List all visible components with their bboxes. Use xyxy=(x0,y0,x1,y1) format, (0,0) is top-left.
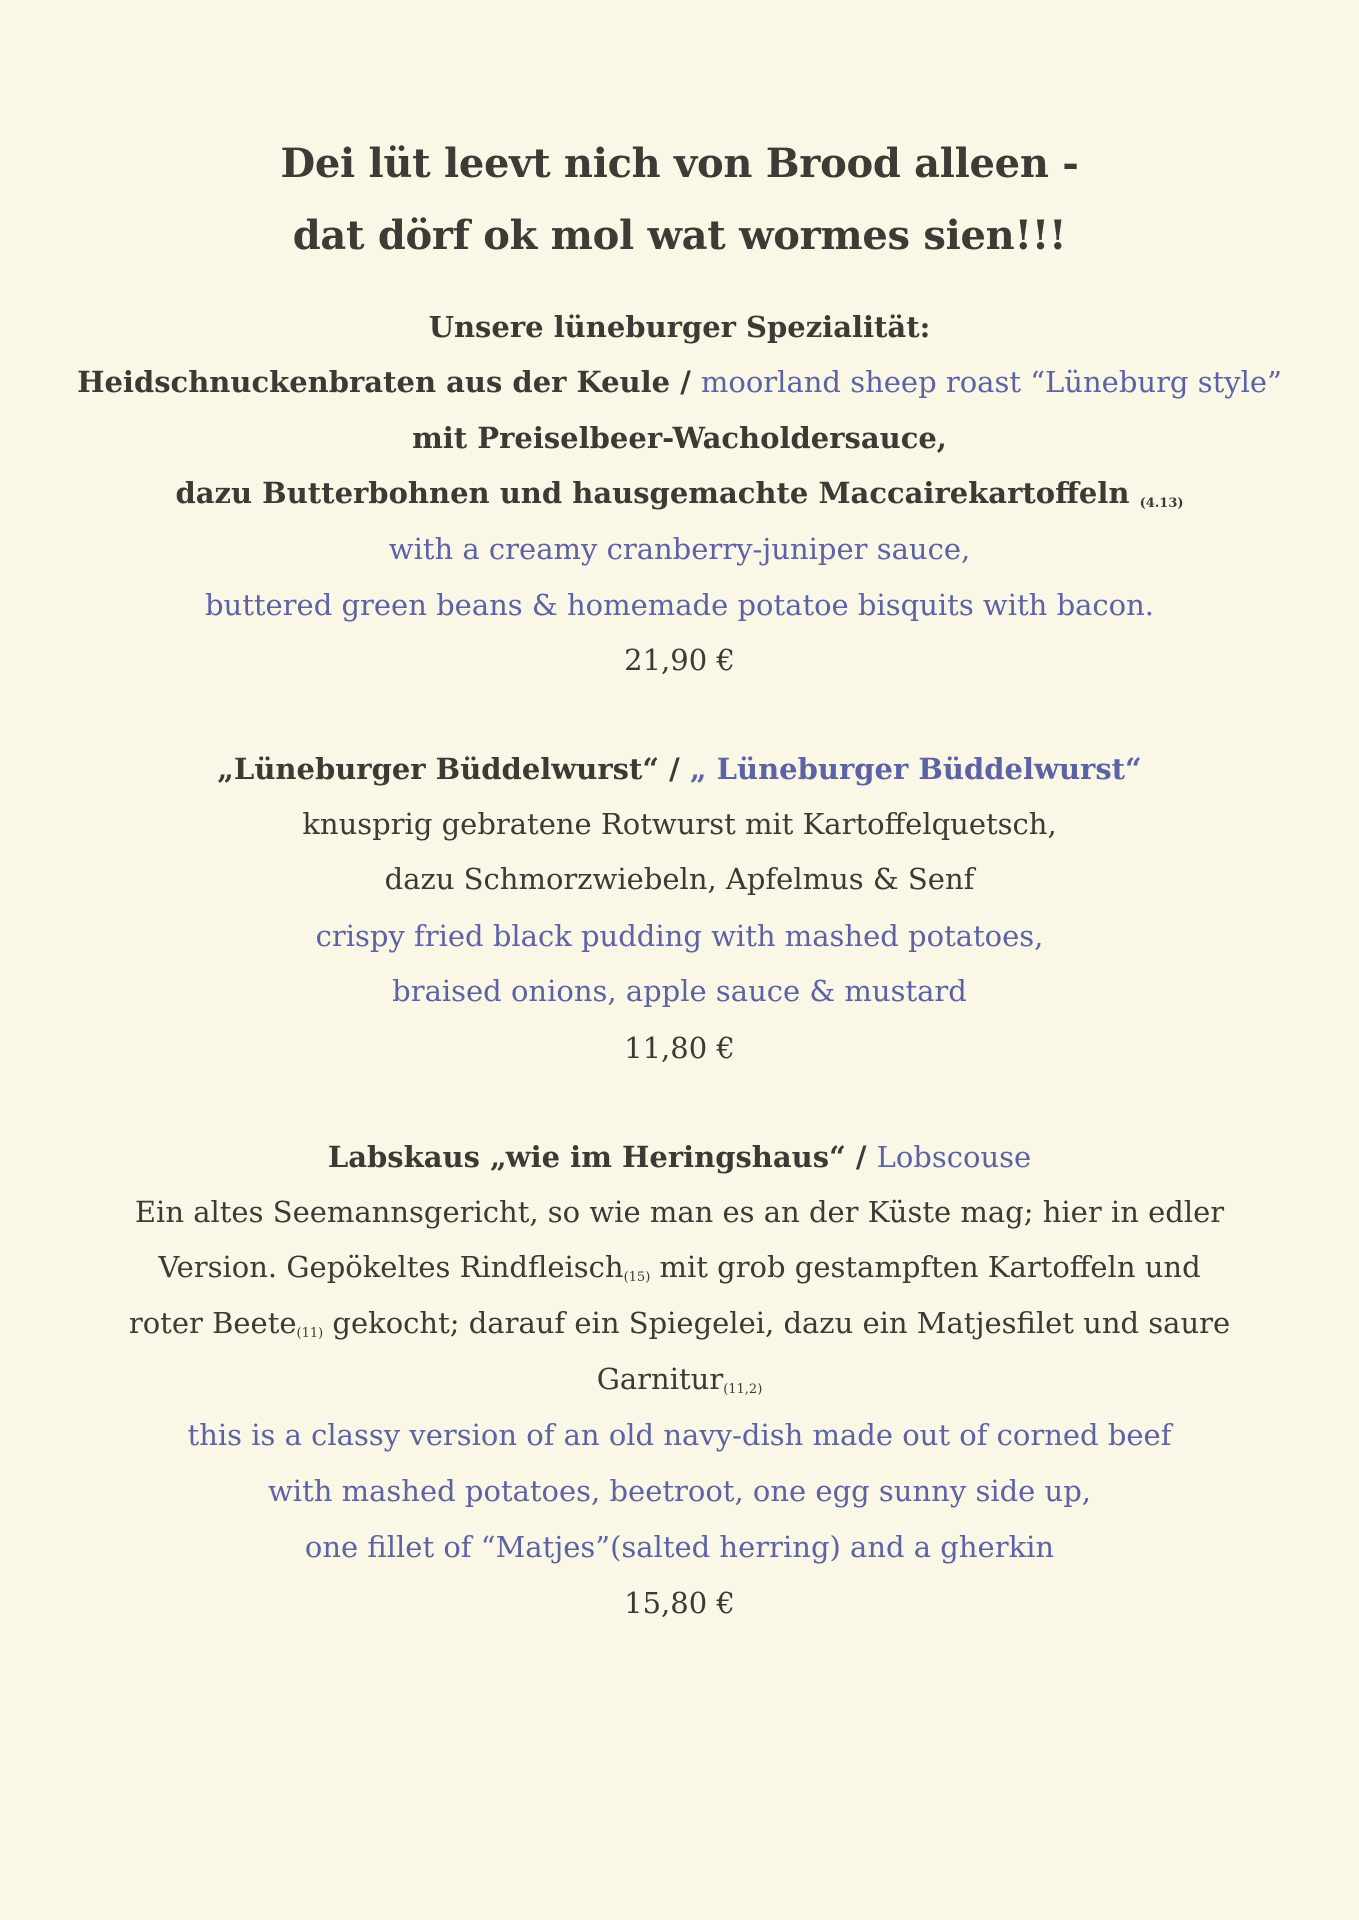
dish-1-de-line-2-text: dazu Butterbohnen und hausgemachte Maccairekartoffeln xyxy=(175,476,1130,510)
dish-2-title-separator: / xyxy=(659,752,690,786)
dish-1-title-de: Heidschnuckenbraten aus der Keule xyxy=(77,365,671,399)
dish-3-en-line-3: one fillet of “Matjes”(salted herring) and a gherkin xyxy=(304,1530,1055,1564)
dish-2-title-en: „ Lüneburger Büddelwurst“ xyxy=(689,752,1142,786)
dish-3-de-line-3-start: roter Beete xyxy=(128,1306,297,1340)
dish-2-title xyxy=(0,752,1359,786)
dish-3-allergen-note-3: (11,2) xyxy=(723,1382,763,1397)
dish-3-de-line-1: Ein altes Seemannsgericht, so wie man es an der Küste mag; hier in edler xyxy=(134,1195,1225,1229)
dish-3-de-line-3-end: gekocht; darauf ein Spiegelei, dazu ein Matjesfilet und saure xyxy=(323,1306,1231,1340)
dish-3-de-line-4-text: Garnitur xyxy=(596,1362,724,1396)
dish-3-de-line-2-end: mit grob gestampften Kartoffeln und xyxy=(650,1250,1201,1284)
dish-1-intro: Unsere lüneburger Spezialität: xyxy=(428,310,931,344)
dish-3-title-separator: / xyxy=(845,1140,877,1174)
dish-1-en-line-1: with a creamy cranberry-juniper sauce, xyxy=(388,532,971,566)
dish-3-en-line-1: this is a classy version of an old navy-dish made out of corned beef xyxy=(187,1418,1172,1452)
dish-1-title xyxy=(0,365,1359,399)
dish-3-allergen-note-2: (11) xyxy=(296,1326,324,1341)
dish-3-de-line-2 xyxy=(0,1250,1359,1295)
dish-3-en-line-2: with mashed potatoes, beetroot, one egg sunny side up, xyxy=(267,1474,1092,1508)
dish-1-price: 21,90 € xyxy=(624,643,735,677)
menu-heading-line-2: dat dörf ok mol wat wormes sien!!! xyxy=(292,212,1067,259)
dish-2-en-line-2: braised onions, apple sauce & mustard xyxy=(392,974,967,1008)
dish-3-title xyxy=(0,1140,1359,1174)
dish-3-allergen-note-1: (15) xyxy=(623,1270,651,1285)
dish-1-title-en: moorland sheep roast “Lüneburg style” xyxy=(700,365,1282,399)
dish-2-price: 11,80 € xyxy=(624,1031,735,1065)
dish-3-de-line-3 xyxy=(0,1306,1359,1351)
dish-1-allergen-note: (4.13) xyxy=(1139,496,1184,511)
dish-1-en-line-2: buttered green beans & homemade potatoe bisquits with bacon. xyxy=(204,588,1155,622)
dish-1-de-line-1: mit Preiselbeer-Wacholdersauce, xyxy=(412,421,947,455)
dish-2-de-line-2: dazu Schmorzwiebeln, Apfelmus & Senf xyxy=(384,862,975,896)
dish-3-title-en: Lobscouse xyxy=(876,1140,1032,1174)
dish-2-title-de: „Lüneburger Büddelwurst“ xyxy=(217,752,660,786)
dish-3-de-line-2-start: Version. Gepökeltes Rindfleisch xyxy=(158,1250,624,1284)
dish-2-de-line-1: knusprig gebratene Rotwurst mit Kartoffelquetsch, xyxy=(302,807,1057,841)
menu-heading-line-1: Dei lüt leevt nich von Brood alleen - xyxy=(280,140,1079,187)
dish-2-en-line-1: crispy fried black pudding with mashed potatoes, xyxy=(315,919,1044,953)
dish-3-title-de: Labskaus „wie im Heringshaus“ xyxy=(327,1140,846,1174)
dish-3-de-line-4 xyxy=(0,1362,1359,1407)
dish-3-price: 15,80 € xyxy=(624,1586,735,1620)
dish-1-de-line-2 xyxy=(0,476,1359,521)
dish-1-title-separator: / xyxy=(670,365,701,399)
